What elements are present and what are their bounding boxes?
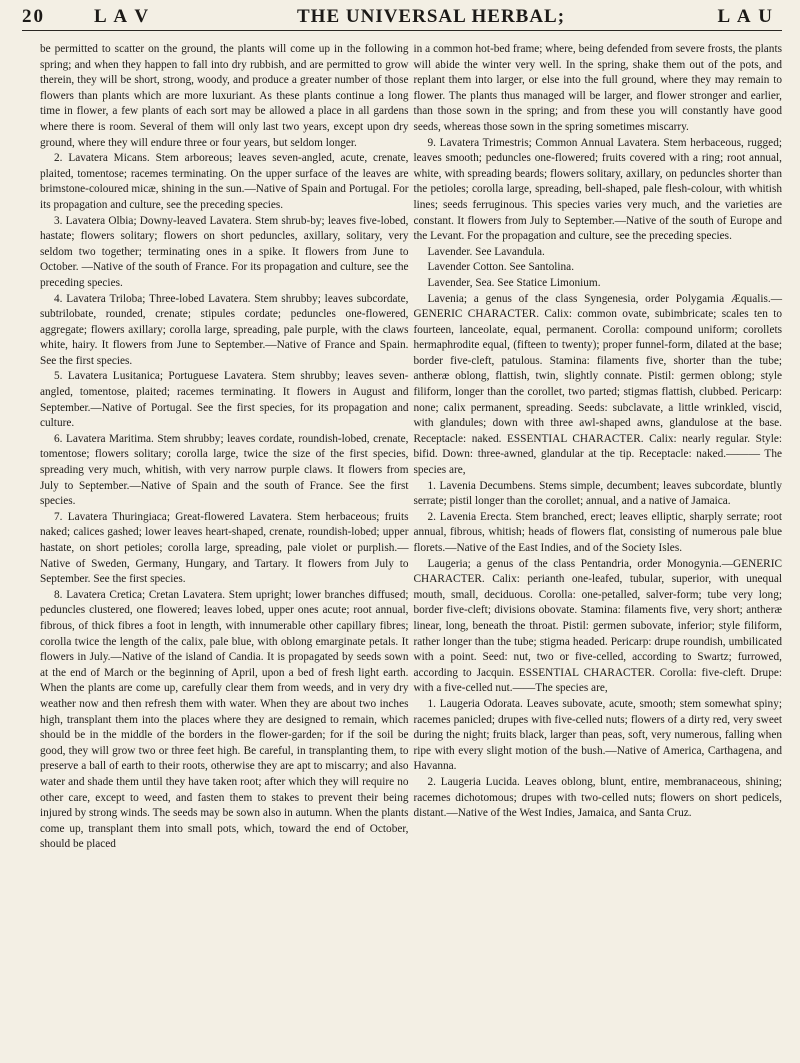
paragraph: 9. Lavatera Trimestris; Common Annual Lavatera. Stem herbaceous, rugged; leaves smooth; peduncles one-flowered; fruits covered with a ring; root annual, white, with spreading beards; flowers solitary, axillary, on peduncles shorter than the petioles; corolla large, spreading, bell-shaped, pale flesh-colour, with whitish lines; seeds ferruginous. This species varies very much, and the varieties are constant. It flowers from July to September.—Native of the south of Europe and the Levant. For the propagation and culture, see the preceding species. <box>413 136 782 243</box>
paragraph: 3. Lavatera Olbia; Downy-leaved Lavatera. Stem shrub-by; leaves five-lobed, hastate; flowers solitary; flowers on short peduncles, axillary, solitary, very seldom two together; terminating ones in a spike. It flowers from June to October. —Native of the south of France. For its propagation and culture, see the preceding species. <box>40 214 409 289</box>
species-entry: 1. Laugeria Odorata. Leaves subovate, acute, smooth; stem somewhat spiny; racemes panicled; drupes with five-celled nuts; flowers of a dirty red, very sweet during the night; fruits black, larger than peas, soft, very numerous, falling when ripe with every slight motion of the bush.—Native of America, Carthagena, and Havanna. <box>413 697 782 773</box>
paragraph: 8. Lavatera Cretica; Cretan Lavatera. Stem upright; lower branches diffused; peduncles clustered, one flowered; leaves lobed, upper ones acute; root annual, fibrous, of thick fibres a foot in length, with innumerable other capillary fibres; corolla twice the length of the calix, pale blue, with oblong emarginate petals. It flowers in July.—Native of the island of Candia. It is propagated by seeds sown at the end of March or the beginning of April, upon a bed of fresh light earth. When the plants are come up, carefully clear them from weeds, and in very dry weather now and then refresh them with water. When they are about two inches high, transplant them into the places where they are designed to remain, which should be in the middle of the borders in the flower-garden; for if the soil be good, they will grow two or three feet high. Be careful, in transplanting them, to preserve a ball of earth to their roots, otherwise they are apt to miscarry; and also water and shade them until they have taken root; after which they will require no other care, except to weed, and fasten them to stakes to prevent their being injured by strong winds. The seeds may be sown also in autumn. When the plants come up, transplant them into small pots, which, toward the end of October, should be placed <box>40 588 409 851</box>
species-entry: 2. Lavenia Erecta. Stem branched, erect; leaves elliptic, sharply serrate; root annual, fibrous, whitish; heads of flowers flat, consisting of numerous pale blue florets.—Native of the East Indies, and of the Society Isles. <box>413 510 782 554</box>
paragraph: 5. Lavatera Lusitanica; Portuguese Lavatera. Stem shrubby; leaves seven-angled, tomentose, plaited; racemes terminating. It flowers in August and September.—Native of Portugal. See the first species, for its propagation and culture. <box>40 370 409 430</box>
paragraph: be permitted to scatter on the ground, the plants will come up in the following spring; and when they happen to fall into dry rubbish, and are permitted to grow therein, they will be short, strong, woody, and produce a greater number of those flowers than plants which are more luxuriant. As these plants continue a long time in flower, a few plants of each sort may be allowed a place in all gardens where there is room. Several of them will only last two years, except upon dry ground, where they will endure three or four years, but seldom longer. <box>40 43 409 149</box>
species-entry: 2. Laugeria Lucida. Leaves oblong, blunt, entire, membranaceous, shining; racemes dichotomous; drupes with two-celled nuts; flowers on short pedicels, distant.—Native of the West Indies, Jamaica, and Santa Cruz. <box>413 775 782 820</box>
paragraph: 7. Lavatera Thuringiaca; Great-flowered Lavatera. Stem herbaceous; fruits naked; calices gashed; lower leaves heart-shaped, crenate, roundish-lobed; upper hastate, on short petioles; corolla large, spreading, pale violet or purplish.—Native of Sweden, Germany, Hungary, and Tartary. It flowers from July to September. See the first species. <box>40 510 409 586</box>
running-header <box>22 4 782 31</box>
genus-entry: Laugeria; a genus of the class Pentandria, order Monogynia.—GENERIC CHARACTER. Calix: perianth one-leafed, tubular, superior, with unequal mouth, small, deciduous. Corolla: one-petalled, salver-form; tube very long; border five-cleft; divisions obovate. Stamina: filaments five, very short; antheræ linear, long, beneath the throat. Pistil: germen subovate, inferior; style filiform, rather longer than the tube; stigma headed. Pericarp: drupe roundish, umbilicated with a point. Seed: nut, two or five-celled, according to Swartz; furrowed, according to Jacquin. ESSENTIAL CHARACTER. Corolla: five-cleft. Drupe: with a five-celled nut.——The species are, <box>413 557 782 695</box>
paragraph: 4. Lavatera Triloba; Three-lobed Lavatera. Stem shrubby; leaves subcordate, subtrilobate, rounded, crenate; stipules cordate; peduncles one-flowered, aggregate; flowers axillary; corolla large, spreading, pale purple, with the claws white, hairy. It flowers from June to September.—Native of France and Spain. See the first species. <box>40 292 409 367</box>
page-number: 20 <box>22 6 45 27</box>
species-entry: 1. Lavenia Decumbens. Stems simple, decumbent; leaves subcordate, bluntly serrate; pistil longer than the corollet; annual, and a native of Jamaica. <box>413 479 782 508</box>
right-column <box>414 42 783 853</box>
cross-reference: Lavender Cotton. See Santolina. <box>427 261 575 274</box>
cross-reference: Lavender. See Lavandula. <box>427 245 545 258</box>
paragraph: 2. Lavatera Micans. Stem arboreous; leaves seven-angled, acute, crenate, plaited, tomentose; racemes terminating. On the upper surface of the leaves are brimstone-coloured micæ, shining in the sun.—Native of Spain and Portugal. For its propagation and culture, see the preceding species. <box>40 152 409 211</box>
right-running-head: L A U <box>717 6 774 27</box>
genus-entry: Lavenia; a genus of the class Syngenesia, order Polygamia Æqualis.—GENERIC CHARACTER. Calix: common ovate, subimbricate; scales ten to fourteen, lanceolate, equal, permanent. Corolla: compound uniform; corollets hermaphrodite equal, (fifteen to twenty); proper funnel-form, dilated at the base; border five-cleft, patulous. Stamina: filaments five, shorter than the tube; antheræ oblong, flattish, twin, slightly connate. Pistil: germen oblong; style filiform, longer than the corollet, two parted; stigmas flattish, clubbed. Pericarp: none; calix permanent, spreading. Seeds: subclavate, a little wrinkled, viscid, with glandules; down with three awl-shaped awns, glandulose at the base. Receptacle: naked. ESSENTIAL CHARACTER. Calix: nearly regular. Style: bifid. Down: three-awned, glandular at the tip. Receptacle: naked.——— The species are, <box>413 292 782 477</box>
text-columns <box>40 42 782 853</box>
left-column <box>40 42 409 853</box>
cross-reference: Lavender, Sea. See Statice Limonium. <box>427 276 601 289</box>
left-running-head: L A V <box>94 6 151 27</box>
page-title: THE UNIVERSAL HERBAL; <box>297 6 566 27</box>
paragraph: in a common hot-bed frame; where, being defended from severe frosts, the plants will abide the winter very well. In the spring, shake them out of the pots, and replant them into larger, or else into the full ground, where they may remain to flower. The plants thus managed will be larger, and flower stronger and earlier, than those sown in the spring; and from these you will constantly have good seeds, whereas those sown in the spring sometimes miscarry. <box>413 43 782 133</box>
paragraph: 6. Lavatera Maritima. Stem shrubby; leaves cordate, roundish-lobed, crenate, tomentose; flowers solitary; corolla large, twice the size of the first species, spreading very much, whitish, with very narrow purple claws. It flowers from July to September.—Native of Spain and the south of France. See the first species. <box>40 432 409 508</box>
